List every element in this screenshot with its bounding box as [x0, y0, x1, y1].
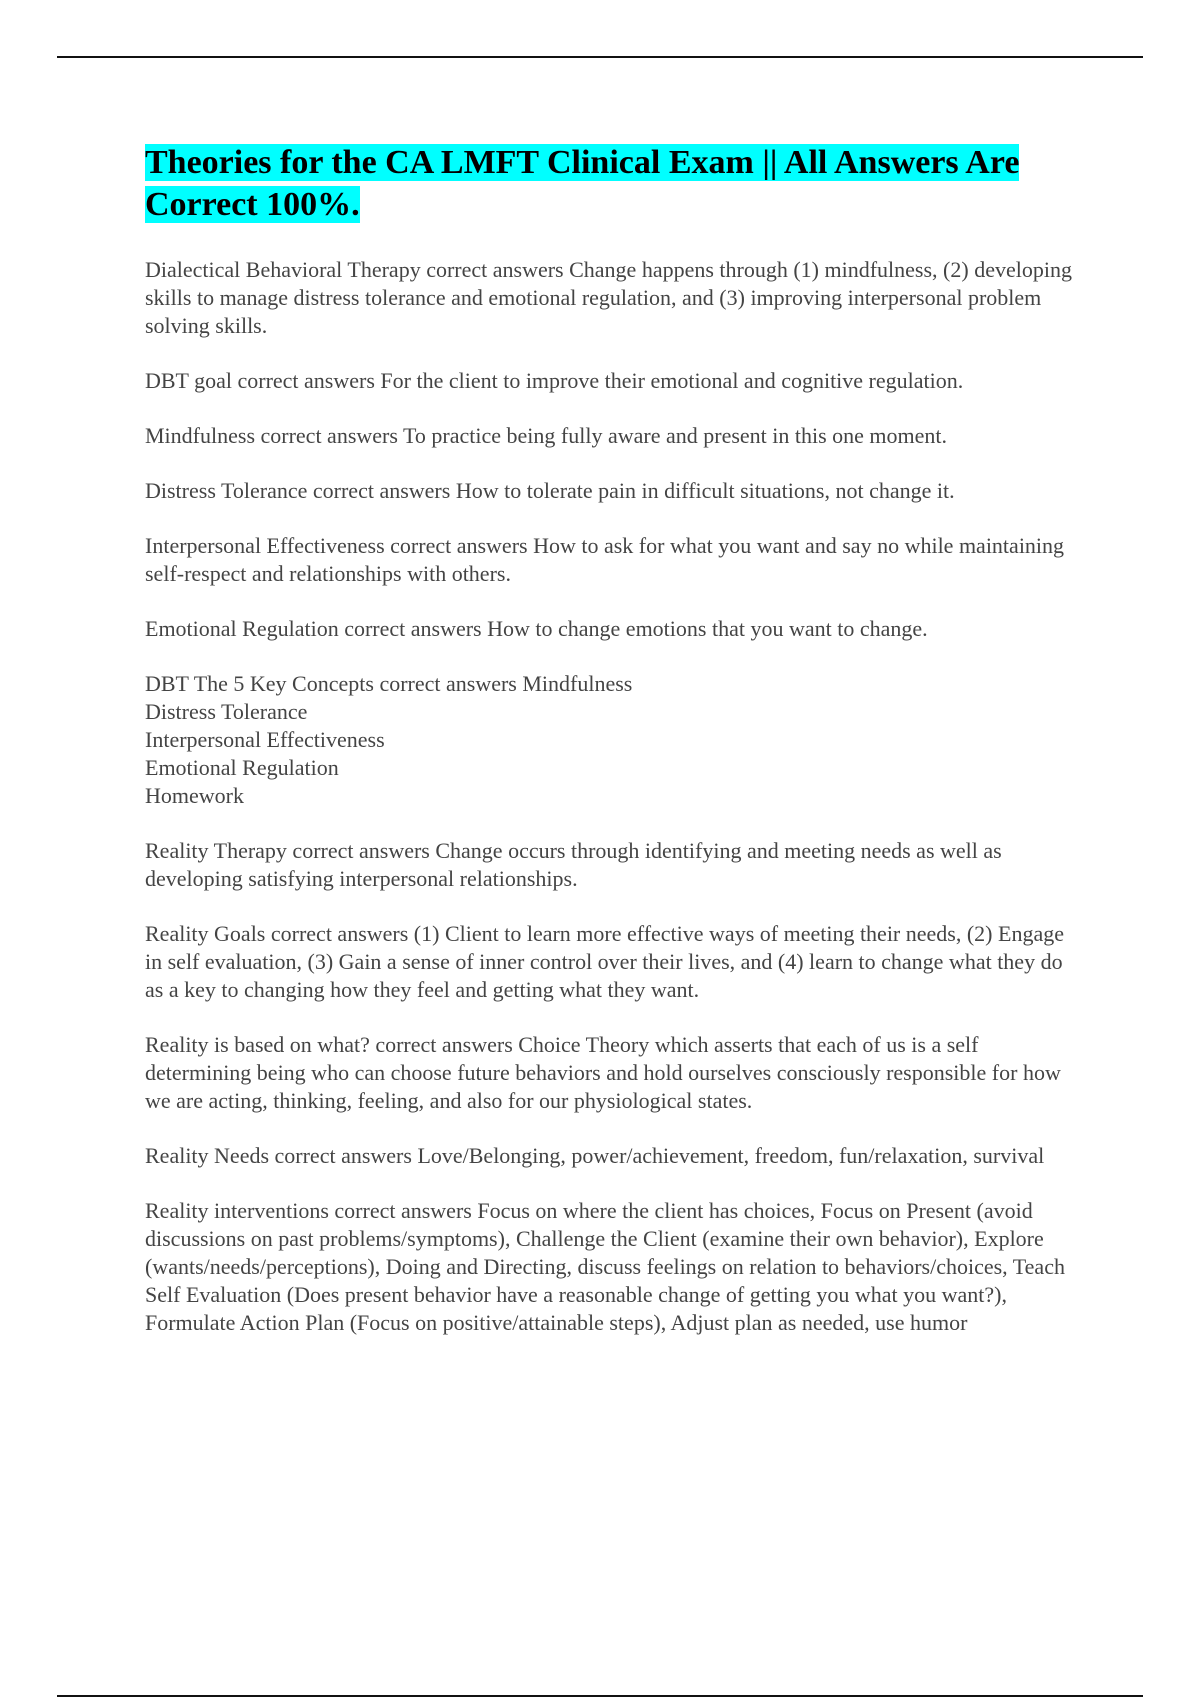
entry-interpersonal-effectiveness: Interpersonal Effectiveness correct answers How to ask for what you want and say no while maintaining self-respect and relationships with others. — [145, 533, 1065, 586]
document-body — [145, 142, 1085, 1364]
document-title — [145, 142, 1085, 226]
entry-reality-basis: Reality is based on what? correct answers Choice Theory which asserts that each of us is a self determining being who can choose future behaviors and hold ourselves consciously responsible for how we are acting, thinking, feeling, and also for our physiological states. — [145, 1032, 1061, 1113]
entry-mindfulness: Mindfulness correct answers To practice being fully aware and present in this one moment. — [145, 423, 948, 448]
entry-reality-goals: Reality Goals correct answers (1) Client to learn more effective ways of meeting their needs, (2) Engage in self evaluation, (3) Gain a sense of inner control over their lives, and (4) learn to change what they do as a key to changing how they feel and getting what they want. — [145, 921, 1064, 1002]
entry-dbt-key-concepts — [145, 670, 1085, 810]
header-rule — [57, 56, 1143, 58]
key-concepts-line: Interpersonal Effectiveness — [145, 727, 385, 752]
entry-emotional-regulation: Emotional Regulation correct answers How to change emotions that you want to change. — [145, 616, 928, 641]
title-highlight: Theories for the CA LMFT Clinical Exam || All Answers Are Correct 100%. — [145, 144, 1020, 223]
key-concepts-line: Distress Tolerance — [145, 699, 308, 724]
key-concepts-line: Emotional Regulation — [145, 755, 339, 780]
key-concepts-line: DBT The 5 Key Concepts correct answers Mindfulness — [145, 671, 633, 696]
entry-reality-interventions: Reality interventions correct answers Focus on where the client has choices, Focus on Present (avoid discussions on past problems/symptoms), Challenge the Client (examine their own behavior), Explore (wants/needs/perceptions), Doing and Directing, discuss feelings on relation to behaviors/choices, Teach Self Evaluation (Does present behavior have a reasonable change of getting you what you want?), Formulate Action Plan (Focus on positive/attainable steps), Adjust plan as needed, use humor — [145, 1198, 1065, 1335]
entry-reality-therapy: Reality Therapy correct answers Change occurs through identifying and meeting needs as well as developing satisfying interpersonal relationships. — [145, 838, 1002, 891]
entry-dbt: Dialectical Behavioral Therapy correct answers Change happens through (1) mindfulness, (2) developing skills to manage distress tolerance and emotional regulation, and (3) improving interpersonal problem solving skills. — [145, 257, 1072, 338]
key-concepts-line: Homework — [145, 783, 244, 808]
entry-distress-tolerance: Distress Tolerance correct answers How to tolerate pain in difficult situations, not change it. — [145, 478, 955, 503]
entry-dbt-goal: DBT goal correct answers For the client to improve their emotional and cognitive regulation. — [145, 368, 964, 393]
footer-rule — [57, 1695, 1143, 1697]
entry-reality-needs: Reality Needs correct answers Love/Belonging, power/achievement, freedom, fun/relaxation, survival — [145, 1143, 1045, 1168]
